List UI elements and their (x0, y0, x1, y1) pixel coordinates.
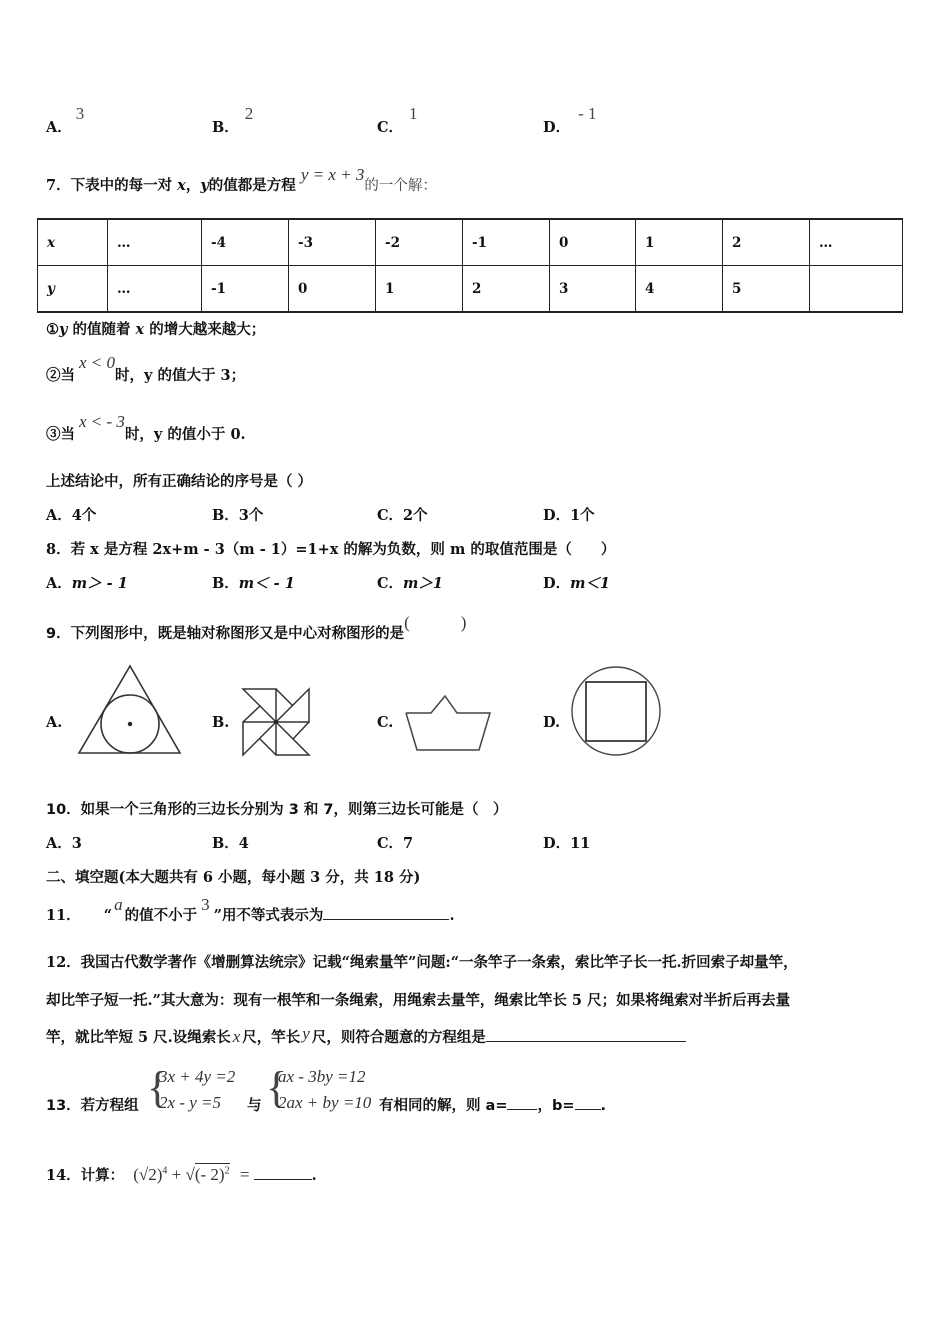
q14-stem: 14．计算： $(√2)^4$ + √(- 2)$^2$ = . (46, 1165, 317, 1184)
table-cell: … (810, 219, 903, 266)
q10-stem: 10．如果一个三角形的三边长分别为 3 和 7，则第三边长可能是（ ） (46, 802, 508, 818)
q6-option-a[interactable]: A．3 (46, 104, 85, 136)
q6-option-b-value: 2 (244, 104, 254, 123)
q10-option-b[interactable]: B．4 (212, 835, 249, 852)
q9-stem: 9．下列图形中，既是轴对称图形又是中心对称图形的是( ) (46, 613, 467, 642)
triangle-circle-figure[interactable] (76, 662, 184, 758)
table-cell: y (38, 266, 108, 313)
table-cell: 0 (289, 266, 376, 313)
table-cell: 3 (550, 266, 636, 313)
q13-connector: 与 (247, 1098, 262, 1114)
table-cell: 5 (723, 266, 810, 313)
var-y: y (200, 177, 209, 194)
table-cell: -4 (202, 219, 289, 266)
q12-line-1: 12．我国古代数学著作《增删算法统宗》记载“绳索量竿”问题:“一条竿子一条索，索比竿子长一托.折回索子却量竿， (46, 954, 798, 971)
table-cell: 1 (636, 219, 723, 266)
table-cell: 2 (463, 266, 550, 313)
table-cell: … (108, 219, 202, 266)
q9-option-c-label[interactable]: C. (377, 714, 394, 731)
q8-option-c[interactable]: C．m＞1 (377, 575, 443, 592)
q7-statement-1: ①y 的值随着 x 的增大越来越大； (46, 321, 266, 338)
pinwheel-figure[interactable] (240, 686, 314, 760)
table-cell: 1 (376, 266, 463, 313)
q11-stem: 11． “a的值不小于3”用不等式表示为 . (46, 895, 455, 924)
q7-statement-2: ②当x < 0时，y 的值大于 3； (46, 353, 246, 384)
table-cell: 4 (636, 266, 723, 313)
left-brace-icon: { (266, 1063, 288, 1112)
q6-option-c-value: 1 (409, 104, 418, 123)
q10-option-d[interactable]: D．11 (543, 835, 591, 852)
q6-option-d[interactable]: D．- 1 (543, 104, 597, 136)
q14-answer-blank[interactable] (254, 1165, 312, 1180)
q14-expression: $(√2)^4$ + √(- 2)$^2$ = (133, 1165, 250, 1184)
q7-option-b[interactable]: B．3个 (212, 507, 264, 524)
paper-boat-figure[interactable] (404, 694, 492, 756)
q6-option-d-value: - 1 (578, 104, 597, 123)
q13-answer-b-blank[interactable] (575, 1095, 601, 1110)
table-cell: -2 (376, 219, 463, 266)
sqrt-icon: √ (185, 1165, 195, 1184)
section-title: 二、填空题(本大题共有 6 小题，每小题 3 分，共 18 分) (46, 869, 421, 886)
q7-option-d[interactable]: D．1个 (543, 507, 595, 524)
table-cell (810, 266, 903, 313)
table-row-x (38, 219, 903, 266)
q8-option-d[interactable]: D．m＜1 (543, 575, 611, 592)
table-cell: -1 (202, 266, 289, 313)
q12-line-3: 竿，就比竿短 5 尺.设绳索长 x 尺，竿长 y 尺，则符合题意的方程组是 (46, 1026, 686, 1047)
q6-option-a-value: 3 (75, 104, 85, 123)
q10-option-c[interactable]: C．7 (377, 835, 414, 852)
table-cell: 2 (723, 219, 810, 266)
q12-line-2: 却比竿子短一托.”其大意为：现有一根竿和一条绳索，用绳索去量竿，绳索比竿长 5 尺；如果将绳索对半折后再去量 (46, 992, 791, 1009)
q7-option-a[interactable]: A．4个 (46, 507, 97, 524)
table-cell: … (108, 266, 202, 313)
q6-option-c[interactable]: C．1 (377, 104, 418, 136)
q9-option-a-label[interactable]: A. (46, 714, 63, 731)
q9-option-b-label[interactable]: B. (212, 714, 230, 731)
circle-square-figure[interactable] (570, 665, 662, 757)
q7-statement-3: ③当x < - 3时，y 的值小于 0. (46, 412, 246, 443)
q11-answer-blank[interactable] (323, 905, 449, 920)
q7-question: 上述结论中，所有正确结论的序号是（ ） (46, 473, 313, 490)
table-cell: -3 (289, 219, 376, 266)
q7-solution-table (37, 218, 903, 313)
q13-answer-a-blank[interactable] (507, 1095, 537, 1110)
q8-stem: 8．若 x 是方程 2x+m - 3（m - 1）=1+x 的解为负数，则 m 的取值范围是（ ） (46, 541, 616, 558)
q13-prefix: 13．若方程组 (46, 1098, 139, 1114)
table-row-y (38, 266, 903, 313)
var-x: x (177, 177, 186, 194)
left-brace-icon: { (147, 1063, 169, 1112)
q8-option-b[interactable]: B．m＜ - 1 (212, 575, 295, 592)
table-cell: -1 (463, 219, 550, 266)
q10-option-a[interactable]: A．3 (46, 835, 82, 852)
q7-option-c[interactable]: C．2个 (377, 507, 428, 524)
q7-equation: y = x + 3 (300, 165, 365, 184)
table-cell: x (38, 219, 108, 266)
q9-option-d-label[interactable]: D. (543, 714, 561, 731)
q6-option-b[interactable]: B．2 (212, 104, 254, 136)
q7-stem: 7．下表中的每一对 x，y的值都是方程 y = x + 3的一个解： (46, 165, 437, 194)
q8-option-a[interactable]: A．m＞ - 1 (46, 575, 128, 592)
table-cell: 0 (550, 219, 636, 266)
q12-answer-blank[interactable] (486, 1027, 686, 1042)
q13-suffix: 有相同的解，则 a= ，b= . (379, 1094, 606, 1115)
